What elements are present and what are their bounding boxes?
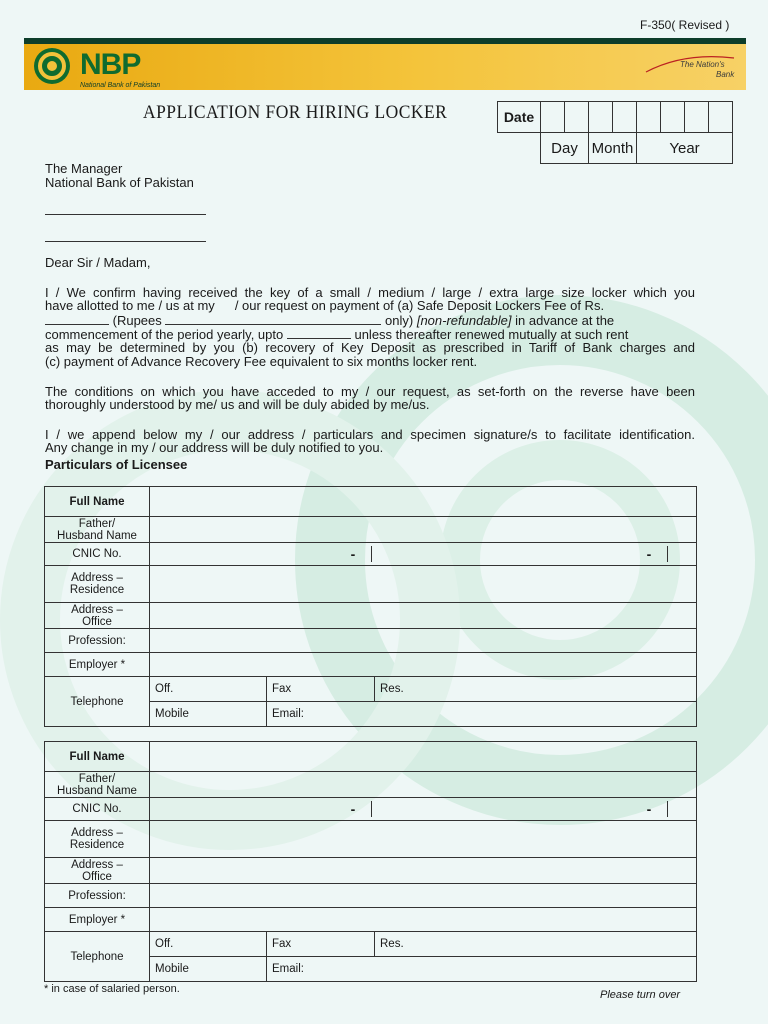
mobile-field[interactable]: Mobile	[150, 957, 267, 982]
year-digit-4[interactable]	[709, 102, 733, 133]
address-office-label: Address – Office	[45, 858, 150, 884]
date-spacer	[498, 133, 541, 164]
para1-line3	[45, 313, 614, 328]
cnic-dash-1: -	[335, 801, 372, 817]
nbp-logo-icon	[32, 46, 72, 86]
para3-line1: I / we append below my / our address / particulars and specimen signature/s to facilitate identification.	[45, 427, 695, 442]
full-name-field[interactable]	[150, 742, 697, 772]
mobile-field[interactable]: Mobile	[150, 702, 267, 727]
cnic-field[interactable]	[150, 798, 697, 821]
father-name-field[interactable]	[150, 517, 697, 543]
salutation: Dear Sir / Madam,	[45, 255, 151, 270]
father-name-field[interactable]	[150, 772, 697, 798]
form-code: F-350( Revised )	[640, 18, 730, 32]
tagline-line1: The Nation's	[680, 60, 725, 69]
para1-line5: as may be determined by you (b) recovery of Key Deposit as prescribed in Tariff of Bank charges and	[45, 340, 695, 355]
bank-abbreviation: NBP	[80, 48, 141, 81]
address-blank-1[interactable]	[45, 214, 206, 215]
footnote: * in case of salaried person.	[44, 983, 180, 995]
month-digit-2[interactable]	[613, 102, 637, 133]
header-banner	[24, 38, 746, 90]
non-refundable-note: [non-refundable]	[416, 313, 512, 328]
para1-line2a: have allotted to me / us at my	[45, 298, 215, 313]
father-name-label: Father/ Husband Name	[45, 517, 150, 543]
employer-label: Employer *	[45, 653, 150, 677]
address-blank-2[interactable]	[45, 241, 206, 242]
address-residence-label: Address – Residence	[45, 821, 150, 858]
cnic-label: CNIC No.	[45, 798, 150, 821]
tel-office-field[interactable]: Off.	[150, 677, 267, 702]
full-name-label: Full Name	[45, 742, 150, 772]
para1-line3d: in advance at the	[515, 313, 615, 328]
tagline	[644, 50, 736, 80]
employer-field[interactable]	[150, 908, 697, 932]
cnic-dash-2: -	[631, 801, 668, 817]
upto-date-blank[interactable]	[287, 327, 351, 339]
para2-line2: thoroughly understood by me/ us and will be duly abided by me/us.	[45, 397, 430, 412]
father-name-label: Father/ Husband Name	[45, 772, 150, 798]
address-office-label: Address – Office	[45, 603, 150, 629]
form-title: APPLICATION FOR HIRING LOCKER	[143, 102, 448, 123]
fee-amount-blank[interactable]	[45, 313, 109, 325]
year-digit-2[interactable]	[661, 102, 685, 133]
tel-residence-field[interactable]: Res.	[375, 677, 697, 702]
address-residence-field[interactable]	[150, 821, 697, 858]
day-digit-1[interactable]	[541, 102, 565, 133]
para1-line6: (c) payment of Advance Recovery Fee equivalent to six months locker rent.	[45, 354, 478, 369]
please-turn-over: Please turn over	[600, 989, 681, 1001]
telephone-label: Telephone	[45, 932, 150, 982]
day-label: Day	[541, 133, 589, 164]
tel-office-field[interactable]: Off.	[150, 932, 267, 957]
cnic-label: CNIC No.	[45, 543, 150, 566]
para1-line4b: unless thereafter renewed mutually at such rent	[354, 327, 629, 342]
particulars-table-2	[44, 741, 697, 982]
para1-line3b: only)	[385, 313, 414, 328]
month-digit-1[interactable]	[589, 102, 613, 133]
cnic-field[interactable]	[150, 543, 697, 566]
cnic-dash-2: -	[631, 546, 668, 562]
full-name-label: Full Name	[45, 487, 150, 517]
para1-line3a: (Rupees	[112, 313, 162, 328]
address-office-field[interactable]	[150, 603, 697, 629]
tel-residence-field[interactable]: Res.	[375, 932, 697, 957]
email-field[interactable]: Email:	[267, 702, 697, 727]
address-office-field[interactable]	[150, 858, 697, 884]
year-digit-3[interactable]	[685, 102, 709, 133]
para2-line1: The conditions on which you have acceded to my / our request, as set-forth on the reverse have been	[45, 384, 695, 399]
tagline-line2: Bank	[716, 70, 735, 79]
profession-field[interactable]	[150, 884, 697, 908]
profession-label: Profession:	[45, 629, 150, 653]
para3-line2: Any change in my / our address will be duly notified to you.	[45, 440, 384, 455]
telephone-label: Telephone	[45, 677, 150, 727]
address-residence-label: Address – Residence	[45, 566, 150, 603]
fax-field[interactable]: Fax	[267, 677, 375, 702]
particulars-table-1	[44, 486, 697, 727]
para1-line2b: / our request on payment of (a) Safe Deposit Lockers Fee of Rs.	[234, 298, 605, 313]
full-name-field[interactable]	[150, 487, 697, 517]
month-label: Month	[589, 133, 637, 164]
cnic-dash-1: -	[335, 546, 372, 562]
para1-line4a: commencement of the period yearly, upto	[45, 327, 284, 342]
bank-full-name: National Bank of Pakistan	[80, 82, 161, 89]
email-field[interactable]: Email:	[267, 957, 697, 982]
employer-field[interactable]	[150, 653, 697, 677]
employer-label: Employer *	[45, 908, 150, 932]
addressee-line2: National Bank of Pakistan	[45, 175, 194, 190]
year-digit-1[interactable]	[637, 102, 661, 133]
profession-field[interactable]	[150, 629, 697, 653]
fee-words-blank[interactable]	[165, 313, 381, 325]
date-label: Date	[498, 102, 541, 133]
fax-field[interactable]: Fax	[267, 932, 375, 957]
para1-line2	[45, 299, 695, 313]
section-title: Particulars of Licensee	[45, 457, 188, 472]
year-label: Year	[637, 133, 733, 164]
profession-label: Profession:	[45, 884, 150, 908]
address-residence-field[interactable]	[150, 566, 697, 603]
addressee-line1: The Manager	[45, 161, 123, 176]
day-digit-2[interactable]	[565, 102, 589, 133]
para1-line1: I / We confirm having received the key of a small / medium / large / extra large size locker which you	[45, 285, 695, 300]
date-box	[497, 101, 733, 164]
